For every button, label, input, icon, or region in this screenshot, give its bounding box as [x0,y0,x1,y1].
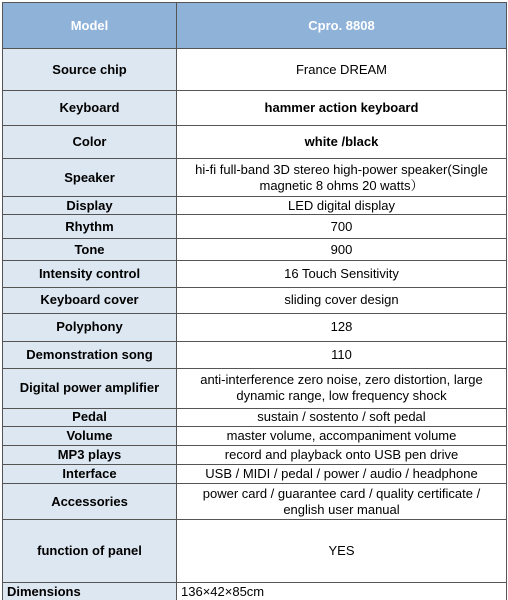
table-row [3,49,507,91]
row-label: Rhythm [3,215,177,239]
row-value: hammer action keyboard [177,91,507,126]
row-label: Pedal [3,408,177,426]
row-label: Speaker [3,159,177,197]
row-value: hi-fi full-band 3D stereo high-power speaker(Single magnetic 8 ohms 20 watts） [177,159,507,197]
row-label: Dimensions [3,583,177,600]
row-label: Polyphony [3,313,177,341]
row-label: Keyboard cover [3,287,177,313]
row-value: power card / guarantee card / quality certificate / english user manual [177,484,507,520]
table-row [3,197,507,215]
row-label: Keyboard [3,91,177,126]
row-label: Interface [3,465,177,484]
row-label: Color [3,126,177,159]
row-value: anti-interference zero noise, zero distortion, large dynamic range, low frequency shock [177,368,507,408]
row-value: white /black [177,126,507,159]
table-row [3,341,507,368]
table-row [3,465,507,484]
table-row [3,445,507,464]
table-row [3,159,507,197]
row-label: function of panel [3,520,177,583]
row-value: 900 [177,239,507,260]
table-row [3,287,507,313]
table-row [3,408,507,426]
row-value: France DREAM [177,49,507,91]
table-row [3,260,507,287]
row-value: master volume, accompaniment volume [177,426,507,445]
table-row [3,368,507,408]
table-row [3,215,507,239]
table-row [3,313,507,341]
row-value: 136×42×85cm [177,583,507,600]
row-label: Accessories [3,484,177,520]
table-row [3,239,507,260]
table-row [3,484,507,520]
table-row [3,426,507,445]
row-value: sustain / sostento / soft pedal [177,408,507,426]
row-value: 16 Touch Sensitivity [177,260,507,287]
row-value: record and playback onto USB pen drive [177,445,507,464]
table-row [3,583,507,600]
header-row [3,3,507,49]
row-value: 700 [177,215,507,239]
table-row [3,126,507,159]
row-value: 110 [177,341,507,368]
row-value: sliding cover design [177,287,507,313]
table-row [3,91,507,126]
spec-table [2,2,507,600]
row-label: Volume [3,426,177,445]
header-model-value: Cpro. 8808 [177,3,507,49]
row-label: Source chip [3,49,177,91]
row-label: Demonstration song [3,341,177,368]
table-row [3,520,507,583]
row-value: YES [177,520,507,583]
row-label: Intensity control [3,260,177,287]
row-label: Tone [3,239,177,260]
row-label: Digital power amplifier [3,368,177,408]
row-label: Display [3,197,177,215]
header-model-label: Model [3,3,177,49]
row-value: LED digital display [177,197,507,215]
row-value: USB / MIDI / pedal / power / audio / headphone [177,465,507,484]
row-value: 128 [177,313,507,341]
row-label: MP3 plays [3,445,177,464]
